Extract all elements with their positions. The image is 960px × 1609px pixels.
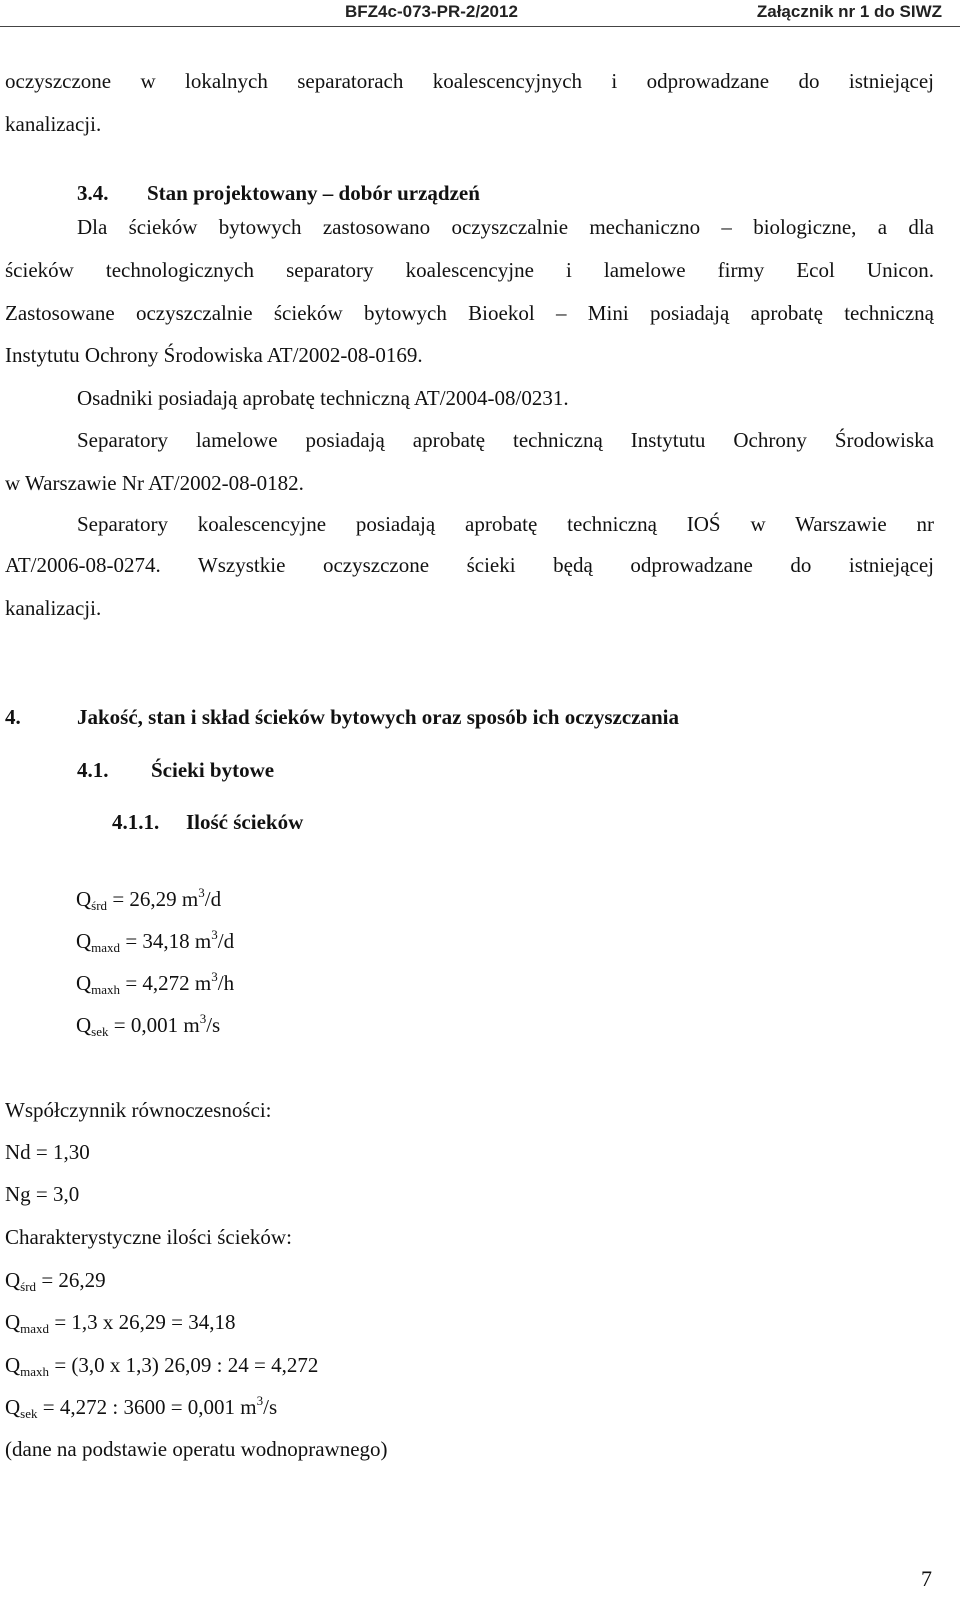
flow-formula: $Q_{maxd} = 34,18$ $m^3/d$ [76,927,235,955]
coefficient-ng: Ng = 3,0 [5,1182,80,1206]
section-number: 3.4. [77,181,109,205]
coefficient-nd: Nd = 1,30 [5,1140,90,1164]
section-title: Ilość ścieków [186,810,304,834]
body-text-line: Separatory lamelowe posiadają aprobatę techniczną Instytutu Ochrony Środowiska [77,428,934,452]
page-header [0,0,960,27]
section-title: Jakość, stan i skład ścieków bytowych oraz sposób ich oczyszczania [77,705,680,729]
body-text-line: Zastosowane oczyszczalnie ścieków bytowych Bioekol – Mini posiadają aprobatę techniczną [5,301,934,325]
calc-formula: $Q_{maxh} = (3,0$ x 1,3) 26,09 : 24 = 4,272 [5,1353,319,1379]
body-text-line: Instytutu Ochrony Środowiska AT/2002-08-0169. [5,343,423,367]
body-text-line: oczyszczone w lokalnych separatorach koalescencyjnych i odprowadzane do istniejącej [5,69,934,93]
body-text-line: Dla ścieków bytowych zastosowano oczyszczalnie mechaniczno – biologiczne, a dla [77,215,934,239]
flow-formula: $Q_{śrd} = 26,29$ $m^3/d$ [76,885,222,913]
flow-formula: $Q_{maxh} = 4,272$ $m^3/h$ [76,969,235,997]
body-text-line: Separatory koalescencyjne posiadają aprobatę techniczną IOŚ w Warszawie nr [77,512,934,536]
document-reference: BFZ4c-073-PR-2/2012 [345,2,518,21]
section-number: 4.1.1. [112,810,160,834]
calc-formula: $Q_{sek} = 4,272$ : 3600 = 0,001 $m^3/s$ [5,1393,278,1421]
page-number: 7 [921,1566,932,1591]
section-number: 4.1. [77,758,109,782]
body-text-line: w Warszawie Nr AT/2002-08-0182. [5,471,304,495]
coefficient-label: Współczynnik równoczesności: [5,1098,272,1122]
flow-formula: $Q_{sek} = 0,001$ $m^3/s$ [76,1011,221,1039]
body-text-line: kanalizacji. [5,596,102,620]
body-text-line: ścieków technologicznych separatory koalescencyjne i lamelowe firmy Ecol Unicon. [5,258,934,282]
section-title: Ścieki bytowe [151,758,275,782]
section-title: Stan projektowany – dobór urządzeń [147,181,480,205]
characteristic-label: Charakterystyczne ilości ścieków: [5,1225,292,1249]
attachment-label: Załącznik nr 1 do SIWZ [756,2,942,21]
calc-formula: $Q_{maxd} = 1,3$ x 26,29 = 34,18 [5,1310,236,1336]
section-number: 4. [5,705,21,729]
body-text-line: Osadniki posiadają aprobatę techniczną AT/2004-08/0231. [77,386,569,410]
calc-formula: $Q_{śrd} = 26,29$ [5,1268,106,1294]
body-text-line: kanalizacji. [5,112,102,136]
data-source-note: (dane na podstawie operatu wodnoprawnego) [5,1437,388,1461]
body-text-line: AT/2006-08-0274. Wszystkie oczyszczone ścieki będą odprowadzane do istniejącej [5,553,934,577]
